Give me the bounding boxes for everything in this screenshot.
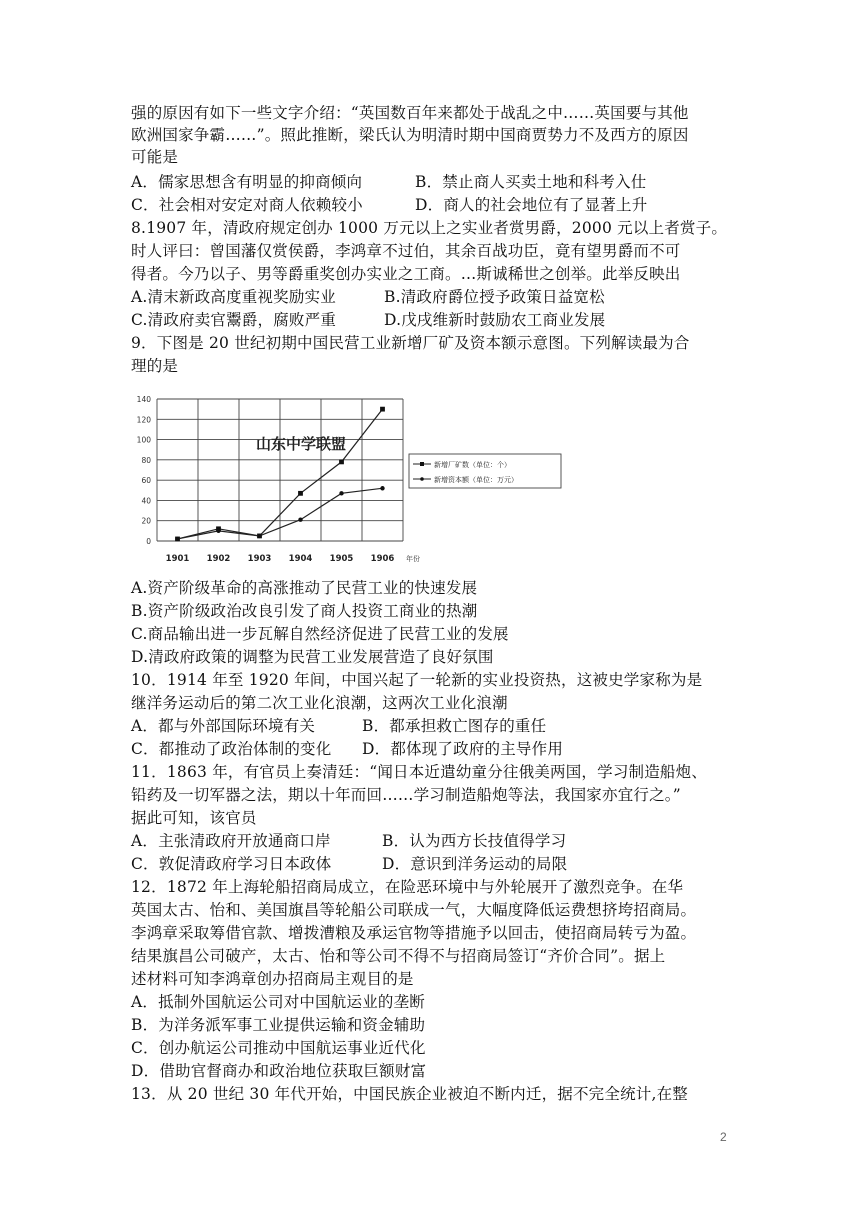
q8-option-c: C.清政府卖官鬻爵，腐败严重 bbox=[131, 311, 337, 329]
q12-stem-line-2: 英国太古、怡和、美国旗昌等轮船公司联成一气，大幅度降低运费想挤垮招商局。 bbox=[131, 901, 697, 919]
x-axis-unit: 年份 bbox=[406, 555, 420, 563]
q10-option-c: C．都推动了政治体制的变化 bbox=[131, 740, 332, 758]
x-tick-label: 1905 bbox=[329, 554, 354, 564]
q8-stem-line-2: 时人评曰：曾国藩仅赏侯爵，李鸿章不过伯，其余百战功臣，竟有望男爵而不可 bbox=[131, 242, 681, 260]
q11-option-c: C．敦促清政府学习日本政体 bbox=[131, 855, 332, 873]
x-tick-label: 1901 bbox=[165, 554, 190, 564]
data-point bbox=[175, 537, 179, 541]
y-tick-label: 40 bbox=[141, 496, 151, 506]
q10-option-a: A．都与外部国际环境有关 bbox=[131, 717, 316, 735]
q12-stem-line-1: 12．1872 年上海轮船招商局成立，在险恶环境中与外轮展开了激烈竞争。在华 bbox=[131, 878, 684, 896]
y-tick-label: 120 bbox=[136, 415, 151, 425]
q12-option-a: A．抵制外国航运公司对中国航运业的垄断 bbox=[131, 993, 425, 1011]
data-point bbox=[216, 529, 220, 533]
x-tick-label: 1902 bbox=[206, 554, 231, 564]
q12-stem-line-3: 李鸿章采取筹借官款、增拨漕粮及承运官物等措施予以回击，使招商局转亏为盈。 bbox=[131, 924, 697, 942]
legend-marker bbox=[420, 462, 424, 466]
x-tick-label: 1903 bbox=[247, 554, 272, 564]
q7-text-line-1: 强的原因有如下一些文字介绍：“英国数百年来都处于战乱之中……英国要与其他 bbox=[131, 104, 689, 122]
q8-stem-line-3: 得者。今乃以子、男等爵重奖创办实业之工商。…斯诚稀世之创举。此举反映出 bbox=[131, 265, 681, 283]
chart-legend bbox=[409, 454, 561, 488]
q7-text-line-3: 可能是 bbox=[131, 148, 179, 166]
y-tick-label: 0 bbox=[146, 537, 151, 546]
q10-option-b: B．都承担救亡图存的重任 bbox=[362, 717, 547, 735]
q12-option-d: D．借助官督商办和政治地位获取巨额财富 bbox=[131, 1062, 427, 1080]
q12-stem-line-4: 结果旗昌公司破产，太古、怡和等公司不得不与招商局签订“齐价合同”。据上 bbox=[131, 947, 666, 965]
q11-stem-line-3: 据此可知，该官员 bbox=[131, 809, 257, 827]
q11-option-a: A．主张清政府开放通商口岸 bbox=[131, 832, 331, 850]
y-tick-label: 80 bbox=[141, 455, 151, 465]
q8-option-a: A.清末新政高度重视奖励实业 bbox=[131, 288, 336, 306]
q13-stem-line-1: 13．从 20 世纪 30 年代开始，中国民族企业被迫不断内迁，据不完全统计,在整 bbox=[131, 1085, 689, 1103]
q9-option-d: D.清政府政策的调整为民营工业发展营造了良好氛围 bbox=[131, 648, 494, 666]
q7-option-a: A．儒家思想含有明显的抑商倾向 bbox=[131, 173, 363, 191]
q7-option-c: C．社会相对安定对商人依赖较小 bbox=[131, 196, 363, 214]
y-tick-label: 100 bbox=[136, 435, 151, 445]
q11-stem-line-2: 铅药及一切军器之法，期以十年而回……学习制造船炮等法，我国家亦宜行之。” bbox=[131, 786, 681, 804]
line-chart bbox=[129, 389, 569, 569]
q11-stem-line-1: 11．1863 年，有官员上奏清廷：“闻日本近遣幼童分往俄美两国，学习制造船炮、 bbox=[131, 763, 708, 781]
q9-stem-line-2: 理的是 bbox=[131, 357, 179, 375]
q10-stem-line-1: 10．1914 年至 1920 年间，中国兴起了一轮新的实业投资热，这被史学家称为是 bbox=[131, 671, 703, 689]
data-point bbox=[339, 459, 344, 464]
legend-marker bbox=[420, 477, 424, 481]
y-tick-label: 20 bbox=[141, 516, 151, 526]
data-point bbox=[257, 534, 261, 538]
y-tick-label: 140 bbox=[136, 395, 151, 404]
chart-watermark: 山东中学联盟 bbox=[255, 435, 347, 453]
q12-option-b: B．为洋务派军事工业提供运输和资金辅助 bbox=[131, 1016, 426, 1034]
q7-option-d: D．商人的社会地位有了显著上升 bbox=[415, 196, 648, 214]
q9-option-b: B.资产阶级政治改良引发了商人投资工商业的热潮 bbox=[131, 602, 478, 620]
q8-option-b: B.清政府爵位授予政策日益宽松 bbox=[384, 288, 605, 306]
data-point bbox=[298, 518, 302, 522]
data-point bbox=[298, 491, 303, 496]
q11-option-d: D．意识到洋务运动的局限 bbox=[382, 855, 568, 873]
page-number: 2 bbox=[720, 1130, 727, 1144]
data-point bbox=[380, 486, 384, 490]
q11-option-b: B．认为西方长技值得学习 bbox=[382, 832, 567, 850]
q9-option-c: C.商品输出进一步瓦解自然经济促进了民营工业的发展 bbox=[131, 625, 509, 643]
data-point bbox=[380, 407, 385, 412]
q10-stem-line-2: 继洋务运动后的第二次工业化浪潮，这两次工业化浪潮 bbox=[131, 694, 508, 712]
q12-option-c: C．创办航运公司推动中国航运事业近代化 bbox=[131, 1039, 426, 1057]
q12-stem-line-5: 述材料可知李鸿章创办招商局主观目的是 bbox=[131, 970, 414, 988]
data-point bbox=[339, 491, 343, 495]
y-tick-label: 60 bbox=[141, 476, 151, 486]
q8-stem-line-1: 8.1907 年，清政府规定创办 1000 万元以上之实业者赏男爵，2000 元以上者赏子。 bbox=[131, 219, 728, 237]
q8-option-d: D.戊戌维新时鼓励农工商业发展 bbox=[384, 311, 606, 329]
q7-option-b: B．禁止商人买卖土地和科考入仕 bbox=[415, 173, 647, 191]
legend-label: 新增厂矿数（单位：个） bbox=[434, 461, 511, 469]
q10-option-d: D．都体现了政府的主导作用 bbox=[362, 740, 564, 758]
q9-option-a: A.资产阶级革命的高涨推动了民营工业的快速发展 bbox=[131, 579, 478, 597]
legend-label: 新增资本额（单位：万元） bbox=[434, 476, 518, 484]
q7-text-line-2: 欧洲国家争霸……”。照此推断，梁氏认为明清时期中国商贾势力不及西方的原因 bbox=[131, 126, 689, 144]
x-tick-label: 1906 bbox=[370, 554, 395, 564]
x-tick-label: 1904 bbox=[288, 554, 313, 564]
q9-stem-line-1: 9．下图是 20 世纪初期中国民营工业新增厂矿及资本额示意图。下列解读最为合 bbox=[131, 334, 690, 352]
